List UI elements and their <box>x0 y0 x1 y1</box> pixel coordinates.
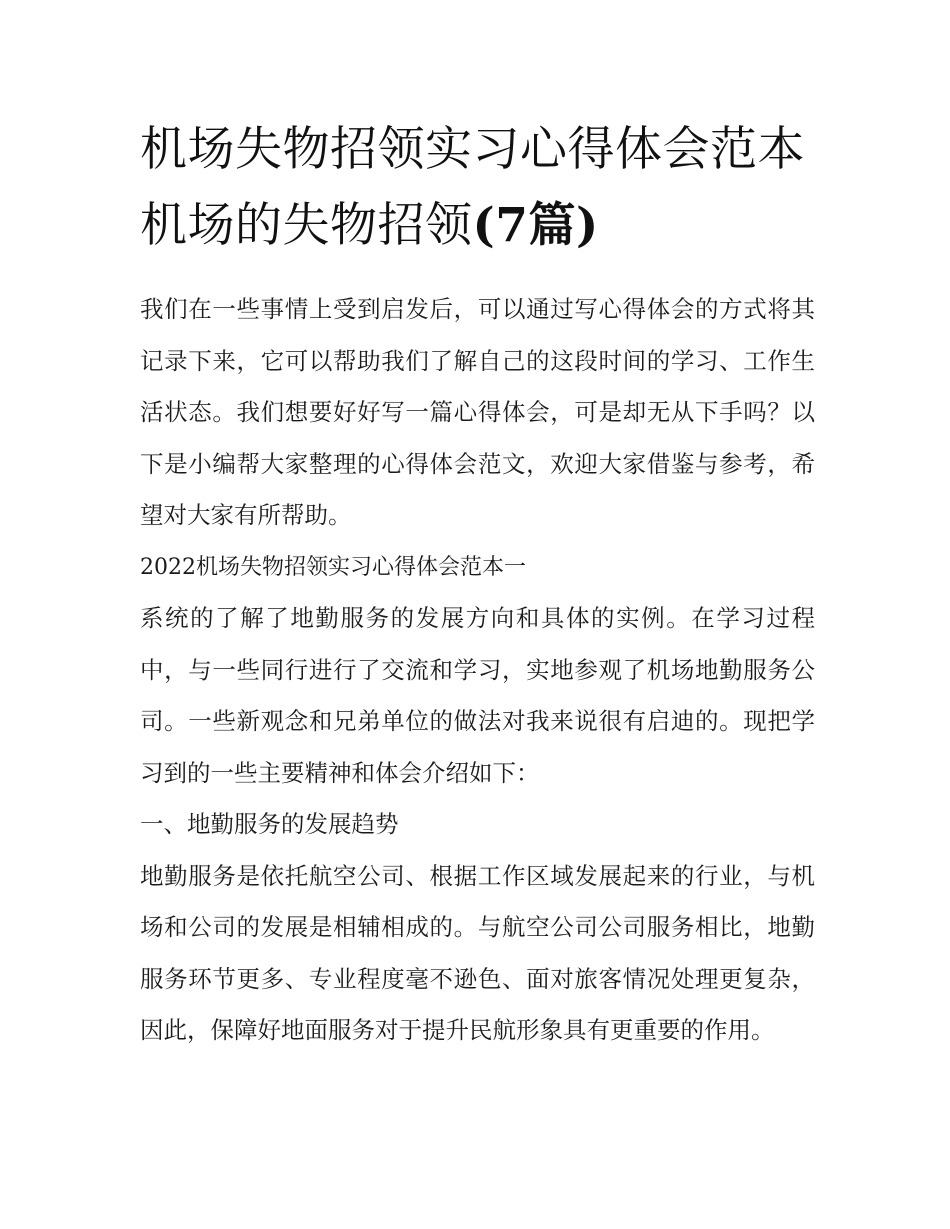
document-title <box>140 112 815 264</box>
title-count-text: (7篇) <box>472 198 599 253</box>
intro-paragraph: 我们在一些事情上受到启发后，可以通过写心得体会的方式将其记录下来，它可以帮助我们了解自己的这段时间的学习、工作生活状态。我们想要好好写一篇心得体会，可是却无从下手吗？以下是小编帮大家整理的心得体会范文，欢迎大家借鉴与参考，希望对大家有所帮助。 <box>140 295 815 529</box>
body-paragraph-1: 系统的了解了地勤服务的发展方向和具体的实例。在学习过程中，与一些同行进行了交流和学习，实地参观了机场地勤服务公司。一些新观念和兄弟单位的做法对我来说很有启迪的。现把学习到的一些主要精神和体会介绍如下： <box>140 604 815 787</box>
body-paragraph-2: 地勤服务是依托航空公司、根据工作区域发展起来的行业，与机场和公司的发展是相辅相成的。与航空公司公司服务相比，地勤服务环节更多、专业程度毫不逊色、面对旅客情况处理更复杂，因此，保障好地面服务对于提升民航形象具有更重要的作用。 <box>140 861 815 1044</box>
article-heading: 2022机场失物招领实习心得体会范本一 <box>140 554 526 580</box>
title-main-text: 机场失物招领实习心得体会范本 机场的失物招领 <box>140 122 805 253</box>
document-page <box>140 112 815 1057</box>
section-title-1: 一、地勤服务的发展趋势 <box>140 810 399 838</box>
